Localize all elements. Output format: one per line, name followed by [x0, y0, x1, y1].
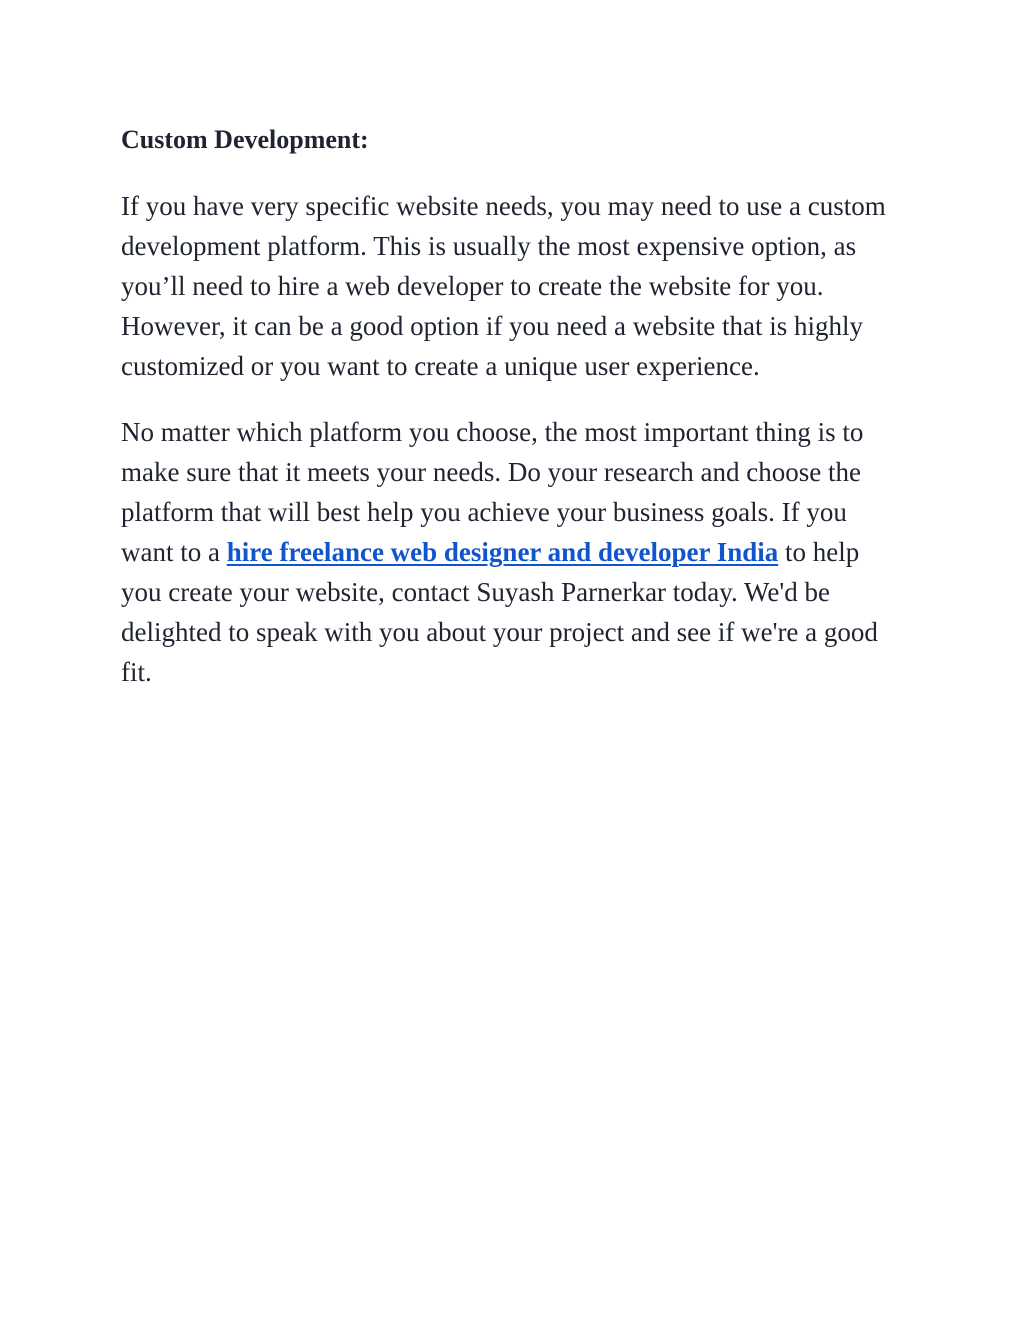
paragraph-custom-development: If you have very specific website needs, you may need to use a custom development platform. This is usually the most expensive option, as you’ll need to hire a web developer to create the website for you. However, it can be a good option if you need a website that is highly customized or you want to create a unique user experience.	[121, 191, 886, 381]
paragraph-text-before-link: No matter which platform you choose, the most important thing is to make sure that it meets your needs. Do your research and choose the platform that will best help you achieve your business goals. If you want to a	[121, 417, 864, 567]
document-page	[121, 120, 901, 718]
hire-freelance-developer-link[interactable]: hire freelance web designer and developer India	[226, 537, 779, 567]
section-heading: Custom Development:	[121, 125, 369, 154]
paragraph-text-after-link: to help you create your website, contact Suyash Parnerkar today. We'd be delighted to speak with you about your project and see if we're a good fit.	[121, 537, 878, 687]
paragraph-platform-choice	[121, 412, 901, 692]
